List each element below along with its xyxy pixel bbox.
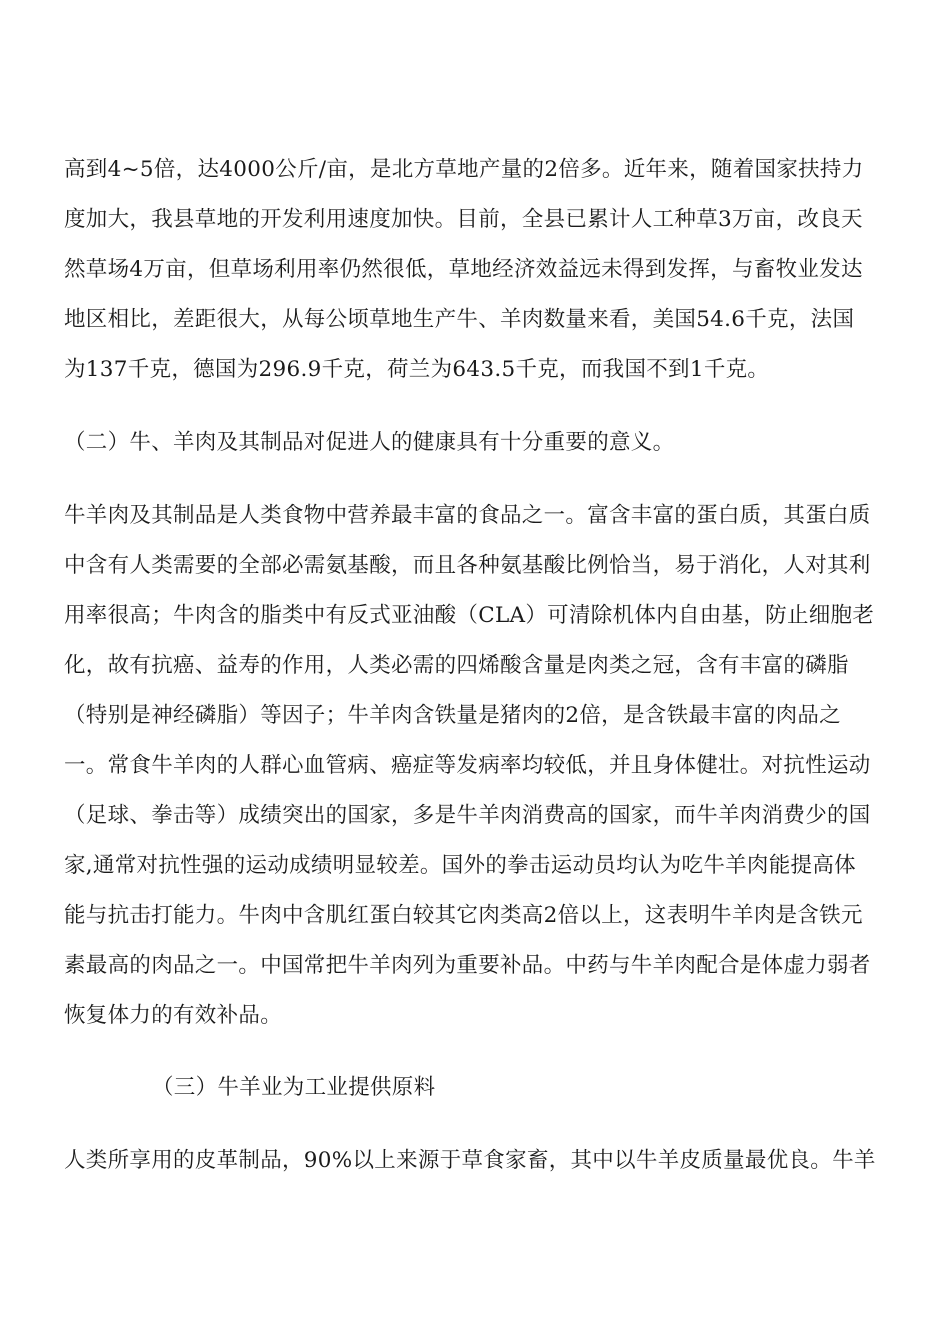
section-heading: （三）牛羊业为工业提供原料 bbox=[152, 1075, 436, 1100]
body-text-line: 牛羊肉及其制品是人类食物中营养最丰富的食品之一。富含丰富的蛋白质，其蛋白质 bbox=[64, 503, 871, 528]
body-text-line: 为137千克，德国为296.9千克，荷兰为643.5千克，而我国不到1千克。 bbox=[64, 357, 770, 382]
body-text-line: 家,通常对抗性强的运动成绩明显较差。国外的拳击运动员均认为吃牛羊肉能提高体 bbox=[64, 853, 856, 878]
body-text-line: 恢复体力的有效补品。 bbox=[64, 1003, 283, 1028]
body-text-line: （特别是神经磷脂）等因子；牛羊肉含铁量是猪肉的2倍，是含铁最丰富的肉品之 bbox=[64, 703, 841, 728]
body-text-line: 化，故有抗癌、益寿的作用，人类必需的四烯酸含量是肉类之冠，含有丰富的磷脂 bbox=[64, 653, 849, 678]
body-text-line: 素最高的肉品之一。中国常把牛羊肉列为重要补品。中药与牛羊肉配合是体虚力弱者 bbox=[64, 953, 871, 978]
body-text-line: （足球、拳击等）成绩突出的国家，多是牛羊肉消费高的国家，而牛羊肉消费少的国 bbox=[64, 803, 871, 828]
body-text-line: 高到4~5倍，达4000公斤/亩，是北方草地产量的2倍多。近年来，随着国家扶持力 bbox=[64, 157, 864, 182]
section-heading: （二）牛、羊肉及其制品对促进人的健康具有十分重要的意义。 bbox=[64, 430, 675, 455]
body-text-line: 用率很高；牛肉含的脂类中有反式亚油酸（CLA）可清除机体内自由基，防止细胞老 bbox=[64, 603, 875, 628]
body-text-line: 地区相比，差距很大，从每公顷草地生产牛、羊肉数量来看，美国54.6千克，法国 bbox=[64, 307, 855, 332]
body-text-line: 然草场4万亩，但草场利用率仍然很低，草地经济效益远未得到发挥，与畜牧业发达 bbox=[64, 257, 863, 282]
body-text-line: 中含有人类需要的全部必需氨基酸，而且各种氨基酸比例恰当，易于消化，人对其利 bbox=[64, 553, 871, 578]
body-text-line: 度加大，我县草地的开发利用速度加快。目前，全县已累计人工种草3万亩，改良天 bbox=[64, 207, 863, 232]
body-text-line: 人类所享用的皮革制品，90%以上来源于草食家畜，其中以牛羊皮质量最优良。牛羊 bbox=[64, 1148, 876, 1173]
body-text-line: 一。常食牛羊肉的人群心血管病、癌症等发病率均较低，并且身体健壮。对抗性运动 bbox=[64, 753, 871, 778]
body-text-line: 能与抗击打能力。牛肉中含肌红蛋白较其它肉类高2倍以上，这表明牛羊肉是含铁元 bbox=[64, 903, 863, 928]
